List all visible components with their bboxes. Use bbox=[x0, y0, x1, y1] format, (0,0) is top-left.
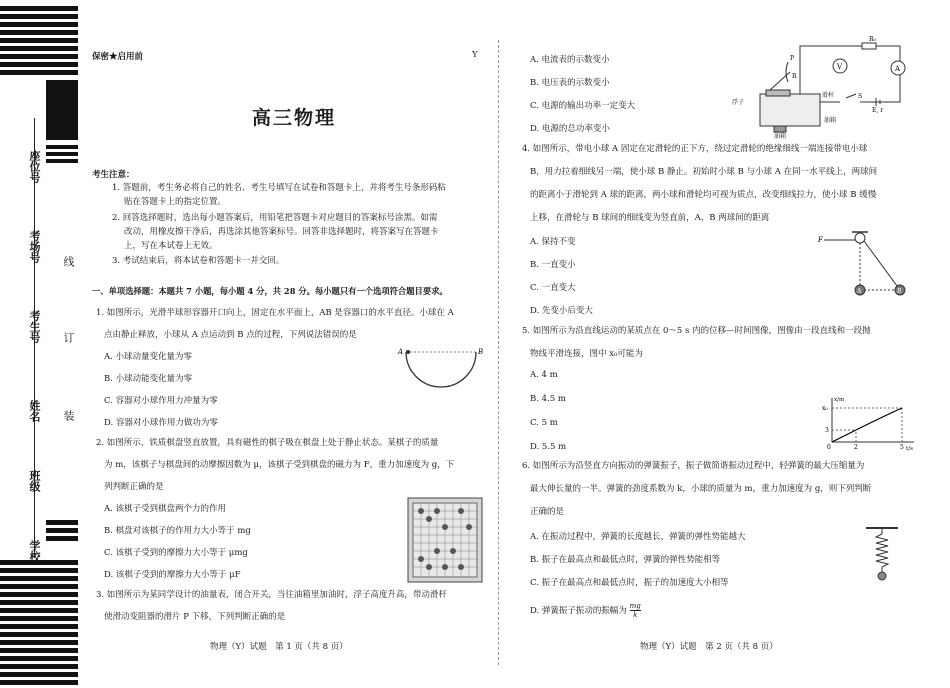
question-4-line: 4. 如图所示，带电小球 A 固定在定滑轮的正下方，绕过定滑轮的绝缘细线一端连接带电小球 bbox=[522, 144, 868, 154]
y-tick-x0: x₀ bbox=[822, 405, 828, 412]
ball-b-label: B bbox=[897, 288, 902, 295]
amplitude-fraction bbox=[630, 602, 641, 619]
question-1-line: 点由静止释放，小球从 A 点运动到 B 点的过程，下列说法错误的是 bbox=[104, 330, 357, 340]
y-tick-3: 3 bbox=[825, 427, 829, 434]
footer-left: 物理（Y）试题 第 1 页（共 8 页） bbox=[210, 642, 348, 652]
question-4-line: 上移，在滑轮与 B 球间的细线变为竖直前，A、B 两球间的距离 bbox=[530, 213, 770, 223]
hemisphere-diagram bbox=[396, 344, 486, 394]
question-4-line: 的距离小于滑轮到 A 球的距离，两小球和滑轮均可视为质点，改变细线拉力，使小球 B 缓慢 bbox=[530, 190, 877, 200]
class-label: 班级 bbox=[28, 470, 41, 492]
question-2-option[interactable]: C. 该棋子受到的摩擦力大小等于 μmg bbox=[104, 548, 248, 558]
question-1-line: 1. 如图所示，光滑半球形容器开口向上，固定在水平面上，AB 是容器口的水平直径。小球在 A bbox=[96, 308, 454, 318]
question-6-option[interactable]: C. 振子在最高点和最低点时，振子的加速度大小相等 bbox=[530, 578, 729, 588]
question-1-option[interactable]: D. 容器对小球作用力做功为零 bbox=[104, 418, 218, 428]
ammeter-label: A bbox=[895, 65, 901, 73]
float-label: 浮子 bbox=[732, 99, 745, 106]
confidential-label: 保密★启用前 bbox=[92, 52, 144, 62]
chessboard-image bbox=[408, 498, 482, 582]
notes-heading: 考生注意： bbox=[92, 170, 135, 180]
question-3-line: 使滑动变阻器的滑片 P 下移，下列判断正确的是 bbox=[104, 612, 286, 622]
cut-order-label: 订 bbox=[62, 332, 75, 343]
cut-line-label: 线 bbox=[62, 256, 75, 267]
question-5-option[interactable]: B. 4.5 m bbox=[530, 394, 566, 404]
note-line: 3. 考试结束后，将本试卷和答题卡一并交回。 bbox=[112, 256, 285, 266]
force-f-label: F bbox=[818, 236, 823, 244]
note-line: 上，写在本试卷上无效。 bbox=[124, 241, 218, 251]
name-label: 姓名 bbox=[28, 400, 41, 422]
question-5-option[interactable]: C. 5 m bbox=[530, 418, 558, 428]
voltmeter-label: V bbox=[837, 63, 843, 71]
seat-label: 座位号 bbox=[28, 150, 41, 183]
cut-bind-label: 装 bbox=[62, 410, 75, 421]
rod-label: 滑杆 bbox=[822, 92, 835, 99]
question-6-line: 6. 如图所示为沿竖直方向振动的弹簧振子，振子做简谐振动过程中，轻弹簧的最大压缩量为 bbox=[522, 461, 865, 471]
x-tick-5: 5 bbox=[900, 444, 904, 451]
position-time-chart bbox=[818, 394, 918, 452]
switch-s-label: S bbox=[858, 93, 863, 100]
fraction-denominator: k bbox=[633, 611, 638, 619]
pulley-diagram bbox=[816, 228, 912, 306]
question-4-option[interactable]: B. 一直变小 bbox=[530, 260, 576, 270]
question-2-option[interactable]: A. 该棋子受到棋盘两个力的作用 bbox=[104, 504, 227, 514]
page-title: 高三物理 bbox=[252, 107, 337, 129]
question-6-option[interactable] bbox=[530, 602, 641, 619]
question-3-option[interactable]: B. 电压表的示数变小 bbox=[530, 78, 610, 88]
note-line: 1. 答题前，考生务必将自己的姓名、考生号填写在试卷和答题卡上，并将考生号条形码粘 bbox=[112, 183, 446, 193]
question-2-option[interactable]: D. 该棋子受到的摩擦力大小等于 μF bbox=[104, 570, 241, 580]
question-1-option[interactable]: B. 小球动能变化量为零 bbox=[104, 374, 193, 384]
exam-no-label: 考生号 bbox=[28, 310, 41, 343]
question-4-line: B，用力拉着细线另一端，使小球 B 静止。初始时小球 B 与小球 A 在同一水平线上，两球间 bbox=[530, 167, 878, 177]
version-mark: Y bbox=[472, 50, 478, 60]
point-a-label: A bbox=[398, 348, 404, 356]
question-6-option[interactable]: B. 振子在最高点和最低点时，弹簧的弹性势能相等 bbox=[530, 555, 721, 565]
question-6-option-d-text: D. 弹簧振子振动的振幅为 bbox=[530, 606, 627, 616]
question-5-option[interactable]: D. 5.5 m bbox=[530, 442, 567, 452]
section-heading: 一、单项选择题：本题共 7 小题，每小题 4 分，共 28 分。每小题只有一个选项符合题目要求。 bbox=[92, 286, 448, 296]
parabola-segment bbox=[856, 408, 902, 430]
exam-room-label: 考场号 bbox=[28, 230, 41, 263]
question-6-option[interactable]: A. 在振动过程中，弹簧的长度越长，弹簧的弹性势能越大 bbox=[530, 532, 746, 542]
spring-oscillator-diagram bbox=[864, 524, 900, 584]
column-divider bbox=[498, 40, 499, 665]
point-b-label: B bbox=[478, 348, 484, 356]
question-3-option[interactable]: C. 电源的输出功率一定变大 bbox=[530, 101, 636, 111]
question-6-line: 正确的是 bbox=[530, 507, 565, 517]
tank-label: 油箱 bbox=[824, 117, 837, 124]
footer-right: 物理（Y）试题 第 2 页（共 8 页） bbox=[640, 642, 778, 652]
note-line: 改动，用橡皮擦干净后，再选涂其他答案标号。回答非选择题时，将答案写在答题卡 bbox=[124, 227, 439, 237]
resistor-r0-label: R₀ bbox=[869, 36, 876, 43]
question-2-line: 2. 如图所示，铁质棋盘竖直放置，具有磁性的棋子吸在棋盘上处于静止状态。某棋子的质量 bbox=[96, 438, 439, 448]
ball-a-label: A bbox=[857, 288, 862, 295]
x-tick-0: 0 bbox=[827, 444, 831, 451]
question-3-option[interactable]: A. 电流表的示数变小 bbox=[530, 55, 610, 65]
x-axis-label: t/s bbox=[906, 446, 913, 452]
question-6-line: 最大伸长量的一半。弹簧的劲度系数为 k，小球的质量为 m，重力加速度为 g，则下列判断 bbox=[530, 484, 872, 494]
slider-p-label: P bbox=[790, 55, 795, 62]
question-4-option[interactable]: C. 一直变大 bbox=[530, 283, 576, 293]
school-label: 学校 bbox=[28, 540, 41, 562]
question-5-line: 5. 如图所示为沿直线运动的某质点在 0～5 s 内的位移—时间图像，图像由一段直线和一段抛 bbox=[522, 326, 871, 336]
fraction-numerator: mg bbox=[629, 602, 641, 610]
question-5-option[interactable]: A. 4 m bbox=[530, 370, 558, 380]
outlet-label: 油箱 bbox=[774, 133, 787, 140]
question-1-option[interactable]: A. 小球动量变化量为零 bbox=[104, 352, 193, 362]
question-2-option[interactable]: B. 棋盘对该棋子的作用力大小等于 mg bbox=[104, 526, 251, 536]
question-4-option[interactable]: D. 先变小后变大 bbox=[530, 306, 593, 316]
question-2-line: 为 m，该棋子与棋盘间的动摩擦因数为 μ，该棋子受到棋盘的磁力为 F，重力加速度为 g，下 bbox=[104, 460, 455, 470]
note-line: 贴在答题卡上的指定位置。 bbox=[124, 197, 227, 207]
line-segment bbox=[832, 430, 856, 442]
question-1-option[interactable]: C. 容器对小球作用力冲量为零 bbox=[104, 396, 218, 406]
question-3-option[interactable]: D. 电源的总功率变小 bbox=[530, 124, 610, 134]
x-tick-2: 2 bbox=[854, 444, 858, 451]
fuel-gauge-circuit bbox=[730, 36, 910, 140]
note-line: 2. 回答选择题时，选出每小题答案后，用铅笔把答题卡对应题目的答案标号涂黑。如需 bbox=[112, 213, 438, 223]
question-5-line: 物线平滑连接，图中 x₀可能为 bbox=[530, 349, 643, 359]
question-2-line: 列判断正确的是 bbox=[104, 482, 164, 492]
question-3-line: 3. 如图所示为某同学设计的油量表，闭合开关，当往油箱里加油时，浮子高度升高，带动滑杆 bbox=[96, 590, 447, 600]
question-4-option[interactable]: A. 保持不变 bbox=[530, 237, 576, 247]
y-axis-label: x/m bbox=[834, 397, 845, 403]
resistor-r-label: R bbox=[792, 73, 797, 80]
source-label: E, r bbox=[872, 107, 884, 114]
